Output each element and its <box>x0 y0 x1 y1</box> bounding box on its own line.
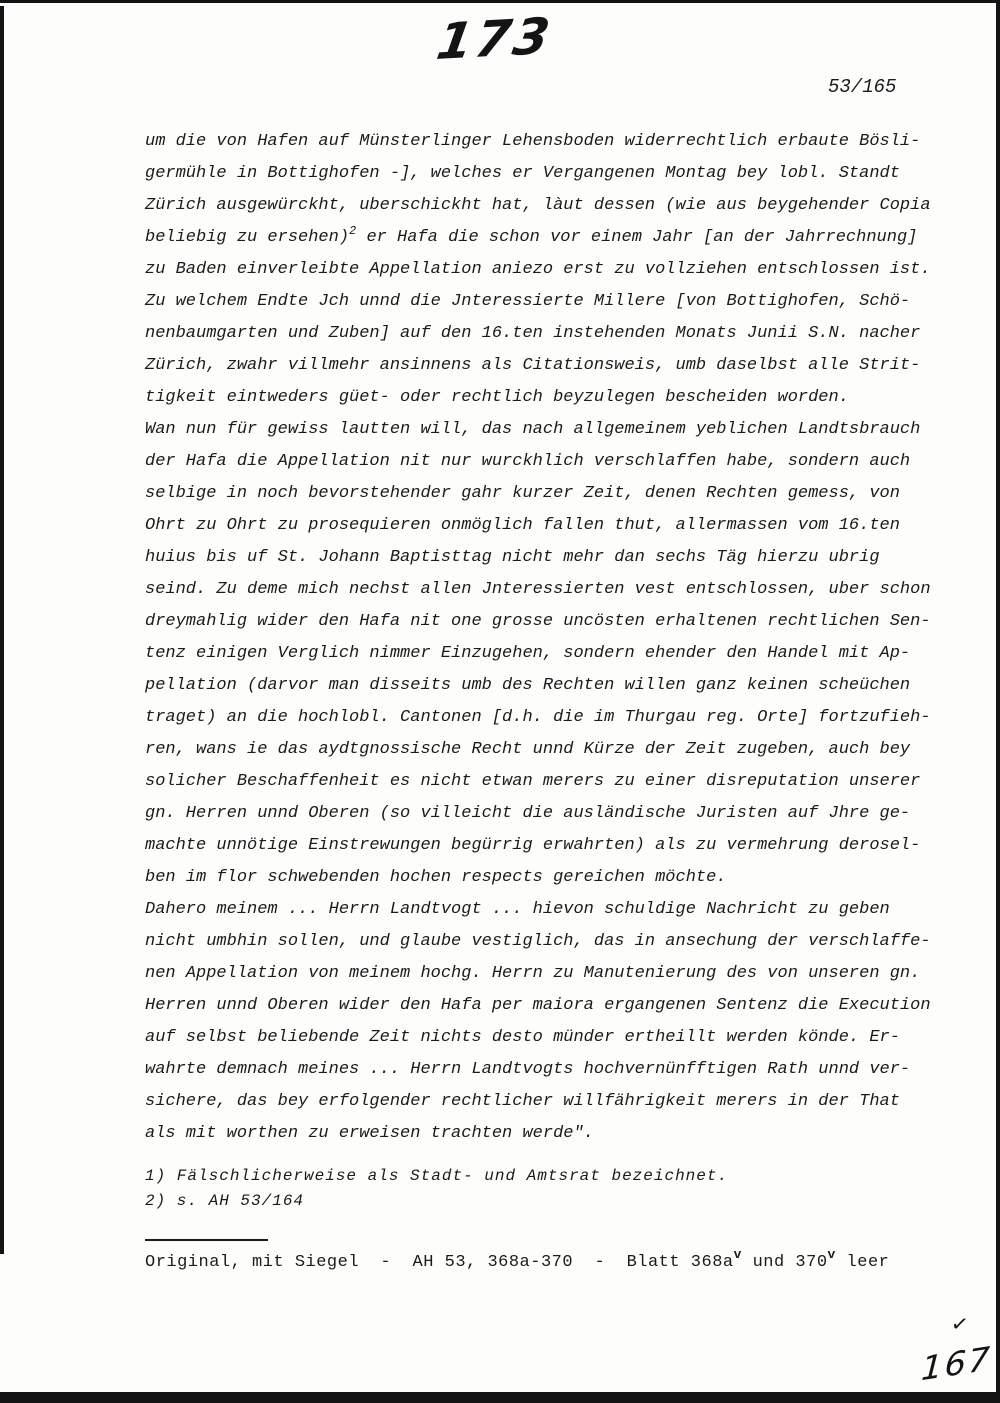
body-line: traget) an die hochlobl. Cantonen [d.h. die im Thurgau reg. Orte] fortzufieh- <box>145 708 931 727</box>
body-line: tigkeit eintweders güet- oder rechtlich beyzulegen bescheiden worden. <box>145 388 849 407</box>
scan-border-left <box>0 6 4 1254</box>
body-line: machte unnötige Einstrewungen begürrig erwahrten) als zu vermehrung derosel- <box>145 836 921 855</box>
body-text-segment: beliebig zu ersehen) <box>145 228 350 247</box>
body-line: als mit worthen zu erweisen trachten werde". <box>145 1124 594 1143</box>
body-line: Zu welchem Endte Jch unnd die Jnteressierte Millere [von Bottighofen, Schö- <box>145 292 911 311</box>
body-line: solicher Beschaffenheit es nicht etwan merers zu einer disreputation unserer <box>145 772 921 791</box>
body-line: nicht umbhin sollen, und glaube vestiglich, das in ansechung der verschlaffe- <box>145 932 931 951</box>
body-line: Zürich, zwahr villmehr ansinnens als Citationsweis, umb daselbst alle Strit- <box>145 356 921 375</box>
source-text-segment: leer <box>835 1253 890 1272</box>
source-text-segment: und 370 <box>741 1253 828 1272</box>
body-line: seind. Zu deme mich nechst allen Jnteressierten vest entschlossen, uber schon <box>145 580 931 599</box>
handwritten-checkmark: ✓ <box>949 1310 971 1338</box>
source-separator-rule <box>145 1239 268 1241</box>
body-line: sichere, das bey erfolgender rechtlicher willfährigkeit merers in der That <box>145 1092 900 1111</box>
footnote-1: 1) Fälschlicherweise als Stadt- und Amtsrat bezeichnet. <box>145 1167 729 1185</box>
body-line: dreymahlig wider den Hafa nit one grosse uncösten erhaltenen rechtlichen Sen- <box>145 612 931 631</box>
source-text-segment: Original, mit Siegel - AH 53, 368a-370 - Blatt 368a <box>145 1253 734 1272</box>
body-line: huius bis uf St. Johann Baptisttag nicht mehr dan sechs Täg hierzu ubrig <box>145 548 880 567</box>
body-line: Zürich ausgewürckht, uberschickht hat, làut dessen (wie aus beygehender Copia <box>145 196 931 215</box>
body-line: pellation (darvor man disseits umb des Rechten willen ganz keinen scheüchen <box>145 676 911 695</box>
document-body <box>145 126 931 1150</box>
body-line: Dahero meinem ... Herrn Landtvogt ... hievon schuldige Nachricht zu geben <box>145 900 890 919</box>
body-line-with-footnote-ref <box>145 222 931 254</box>
body-line: Ohrt zu Ohrt zu prosequieren onmöglich fallen thut, allermassen vom 16.ten <box>145 516 900 535</box>
body-line: Wan nun für gewiss lautten will, das nach allgemeinem yeblichen Landtsbrauch <box>145 420 921 439</box>
source-provenance-line <box>145 1247 890 1276</box>
body-line: gn. Herren unnd Oberen (so villeicht die ausländische Juristen auf Jhre ge- <box>145 804 911 823</box>
body-line: der Hafa die Appellation nit nur wurckhlich verschlaffen habe, sondern auch <box>145 452 911 471</box>
body-line: Herren unnd Oberen wider den Hafa per maiora ergangenen Sentenz die Execution <box>145 996 931 1015</box>
body-line: ben im flor schwebenden hochen respects gereichen möchte. <box>145 868 727 887</box>
body-line: nenbaumgarten und Zuben] auf den 16.ten instehenden Monats Junii S.N. nacher <box>145 324 921 343</box>
body-line: wahrte demnach meines ... Herrn Landtvogts hochvernünfftigen Rath unnd ver- <box>145 1060 911 1079</box>
footnotes <box>145 1164 728 1214</box>
footnote-reference-2: 2 <box>349 224 357 238</box>
scan-border-right <box>996 0 1000 1403</box>
scan-border-bottom <box>0 1392 1000 1403</box>
scan-border-top <box>0 0 1000 3</box>
body-line: germühle in Bottighofen -], welches er Vergangenen Montag bey lobl. Standt <box>145 164 900 183</box>
body-line: um die von Hafen auf Münsterlinger Lehensboden widerrechtlich erbaute Bösli- <box>145 132 921 151</box>
body-line: selbige in noch bevorstehender gahr kurzer Zeit, denen Rechten gemess, von <box>145 484 900 503</box>
handwritten-page-number: 173 <box>432 7 557 71</box>
body-line: ren, wans ie das aydtgnossische Recht unnd Kürze der Zeit zugeben, auch bey <box>145 740 911 759</box>
body-text-segment: er Hafa die schon vor einem Jahr [an der Jahrrechnung] <box>356 228 918 247</box>
body-line: zu Baden einverleibte Appellation aniezo erst zu vollziehen entschlossen ist. <box>145 260 931 279</box>
handwritten-folio-number: 167 <box>920 1338 993 1389</box>
archive-reference: 53/165 <box>828 76 897 98</box>
body-line: nen Appellation von meinem hochg. Herrn zu Manutenierung des von unseren gn. <box>145 964 921 983</box>
body-line: auf selbst beliebende Zeit nichts desto münder ertheillt werden könde. Er- <box>145 1028 900 1047</box>
verso-superscript: v <box>733 1247 742 1262</box>
body-line: tenz einigen Verglich nimmer Einzugehen, sondern ehender den Handel mit Ap- <box>145 644 911 663</box>
verso-superscript: v <box>827 1247 836 1262</box>
footnote-2: 2) s. AH 53/164 <box>145 1192 305 1210</box>
